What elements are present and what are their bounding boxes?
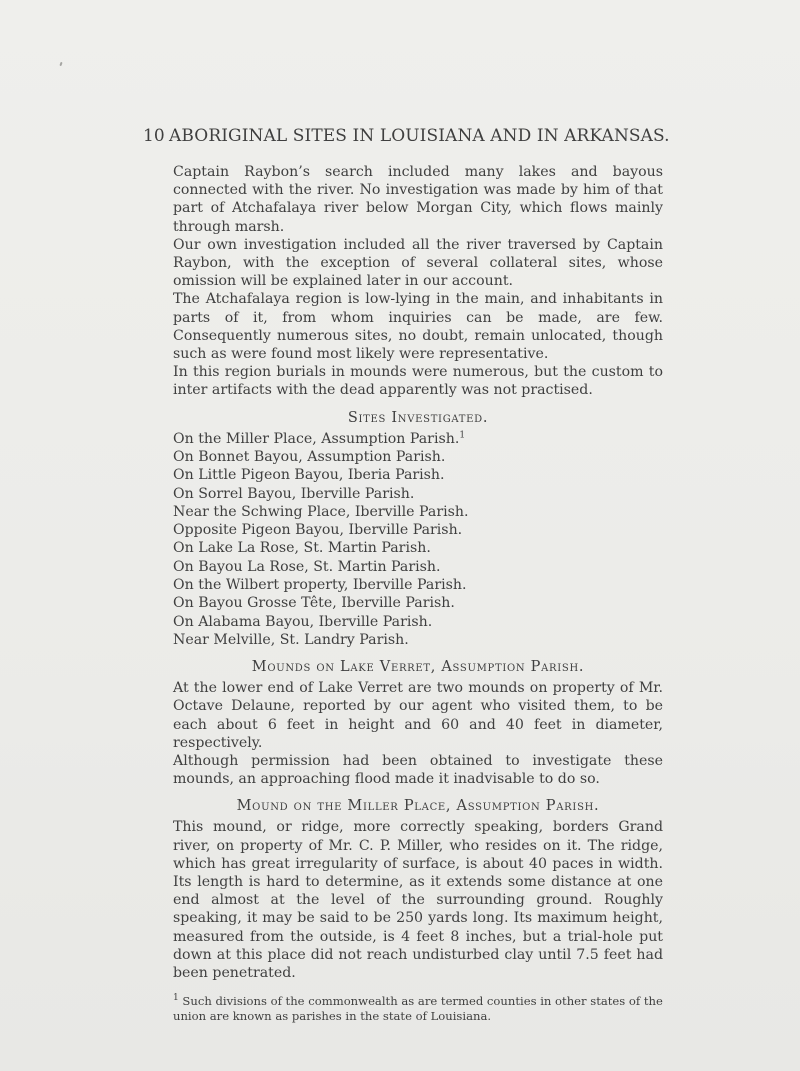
site-item: Near the Schwing Place, Iberville Parish. [173, 503, 469, 520]
paragraph-region-description: The Atchafalaya region is low-lying in the main, and inhabitants in parts of it, from whom inquiries can be made, are few. Consequently numerous sites, no doubt, remain unlocated, though such as were found most likely were representative. [173, 291, 663, 363]
paragraph-raybon-search: Captain Raybon’s search included many lakes and bayous connected with the river. No investigation was made by him of that part of Atchafalaya river below Morgan City, which flows mainly through marsh. [173, 164, 663, 235]
site-item: On Little Pigeon Bayou, Iberia Parish. [173, 467, 445, 484]
page-number: 10 [143, 126, 165, 146]
site-item: On Bonnet Bayou, Assumption Parish. [173, 448, 446, 465]
paper-speck [59, 62, 62, 66]
footnote-marker: 1 [173, 993, 179, 1004]
footnote-text: Such divisions of the commonwealth as are termed counties in other states of the union are known as parishes in the state of Louisiana. [173, 994, 663, 1024]
running-header [143, 126, 670, 148]
paragraph-lake-verret-mounds: At the lower end of Lake Verret are two mounds on property of Mr. Octave Delaune, reported by our agent who visited them, to be each about 6 feet in height and 60 and 40 feet in diameter, respectively. [173, 680, 663, 751]
page-body [173, 163, 663, 1024]
paragraph-lake-verret-flood: Although permission had been obtained to investigate these mounds, an approaching flood made it inadvisable to do so. [173, 753, 663, 788]
paragraph-burial-custom: In this region burials in mounds were numerous, but the custom to inter artifacts with the dead apparently was not practised. [173, 364, 663, 399]
site-item: On Bayou Grosse Tête, Iberville Parish. [173, 595, 455, 612]
site-item: On Sorrel Bayou, Iberville Parish. [173, 485, 415, 502]
section-heading-miller-place: Mound on the Miller Place, Assumption Parish. [236, 798, 600, 815]
paragraph-own-investigation: Our own investigation included all the river traversed by Captain Raybon, with the exception of several collateral sites, whose omission will be explained later in our account. [173, 236, 663, 290]
site-item-text: On the Miller Place, Assumption Parish. [173, 430, 460, 447]
site-item: On Lake La Rose, St. Martin Parish. [173, 540, 431, 557]
site-item: Opposite Pigeon Bayou, Iberville Parish. [173, 522, 463, 539]
site-item: On the Wilbert property, Iberville Parish. [173, 577, 467, 594]
footnote [173, 994, 663, 1024]
site-item: On Alabama Bayou, Iberville Parish. [173, 613, 433, 630]
site-item: Near Melville, St. Landry Parish. [173, 631, 409, 648]
section-heading-lake-verret: Mounds on Lake Verret, Assumption Parish. [251, 659, 585, 676]
running-title: ABORIGINAL SITES IN LOUISIANA AND IN ARKANSAS. [169, 126, 670, 146]
footnote-reference: 1 [459, 429, 466, 440]
site-item [173, 430, 663, 448]
sites-list [173, 430, 663, 650]
paragraph-miller-place-mound: This mound, or ridge, more correctly speaking, borders Grand river, on property of Mr. C. P. Miller, who resides on it. The ridge, which has great irregularity of surface, is about 40 paces in width. Its length is hard to determine, as it extends some distance at one end almost at the level of the surrounding ground. Roughly speaking, it may be said to be 250 yards long. Its maximum height, measured from the outside, is 4 feet 8 inches, but a trial-hole put down at this place did not reach undisturbed clay until 7.5 feet had been penetrated. [173, 819, 663, 982]
site-item: On Bayou La Rose, St. Martin Parish. [173, 558, 441, 575]
section-heading-sites: Sites Investigated. [347, 409, 489, 426]
